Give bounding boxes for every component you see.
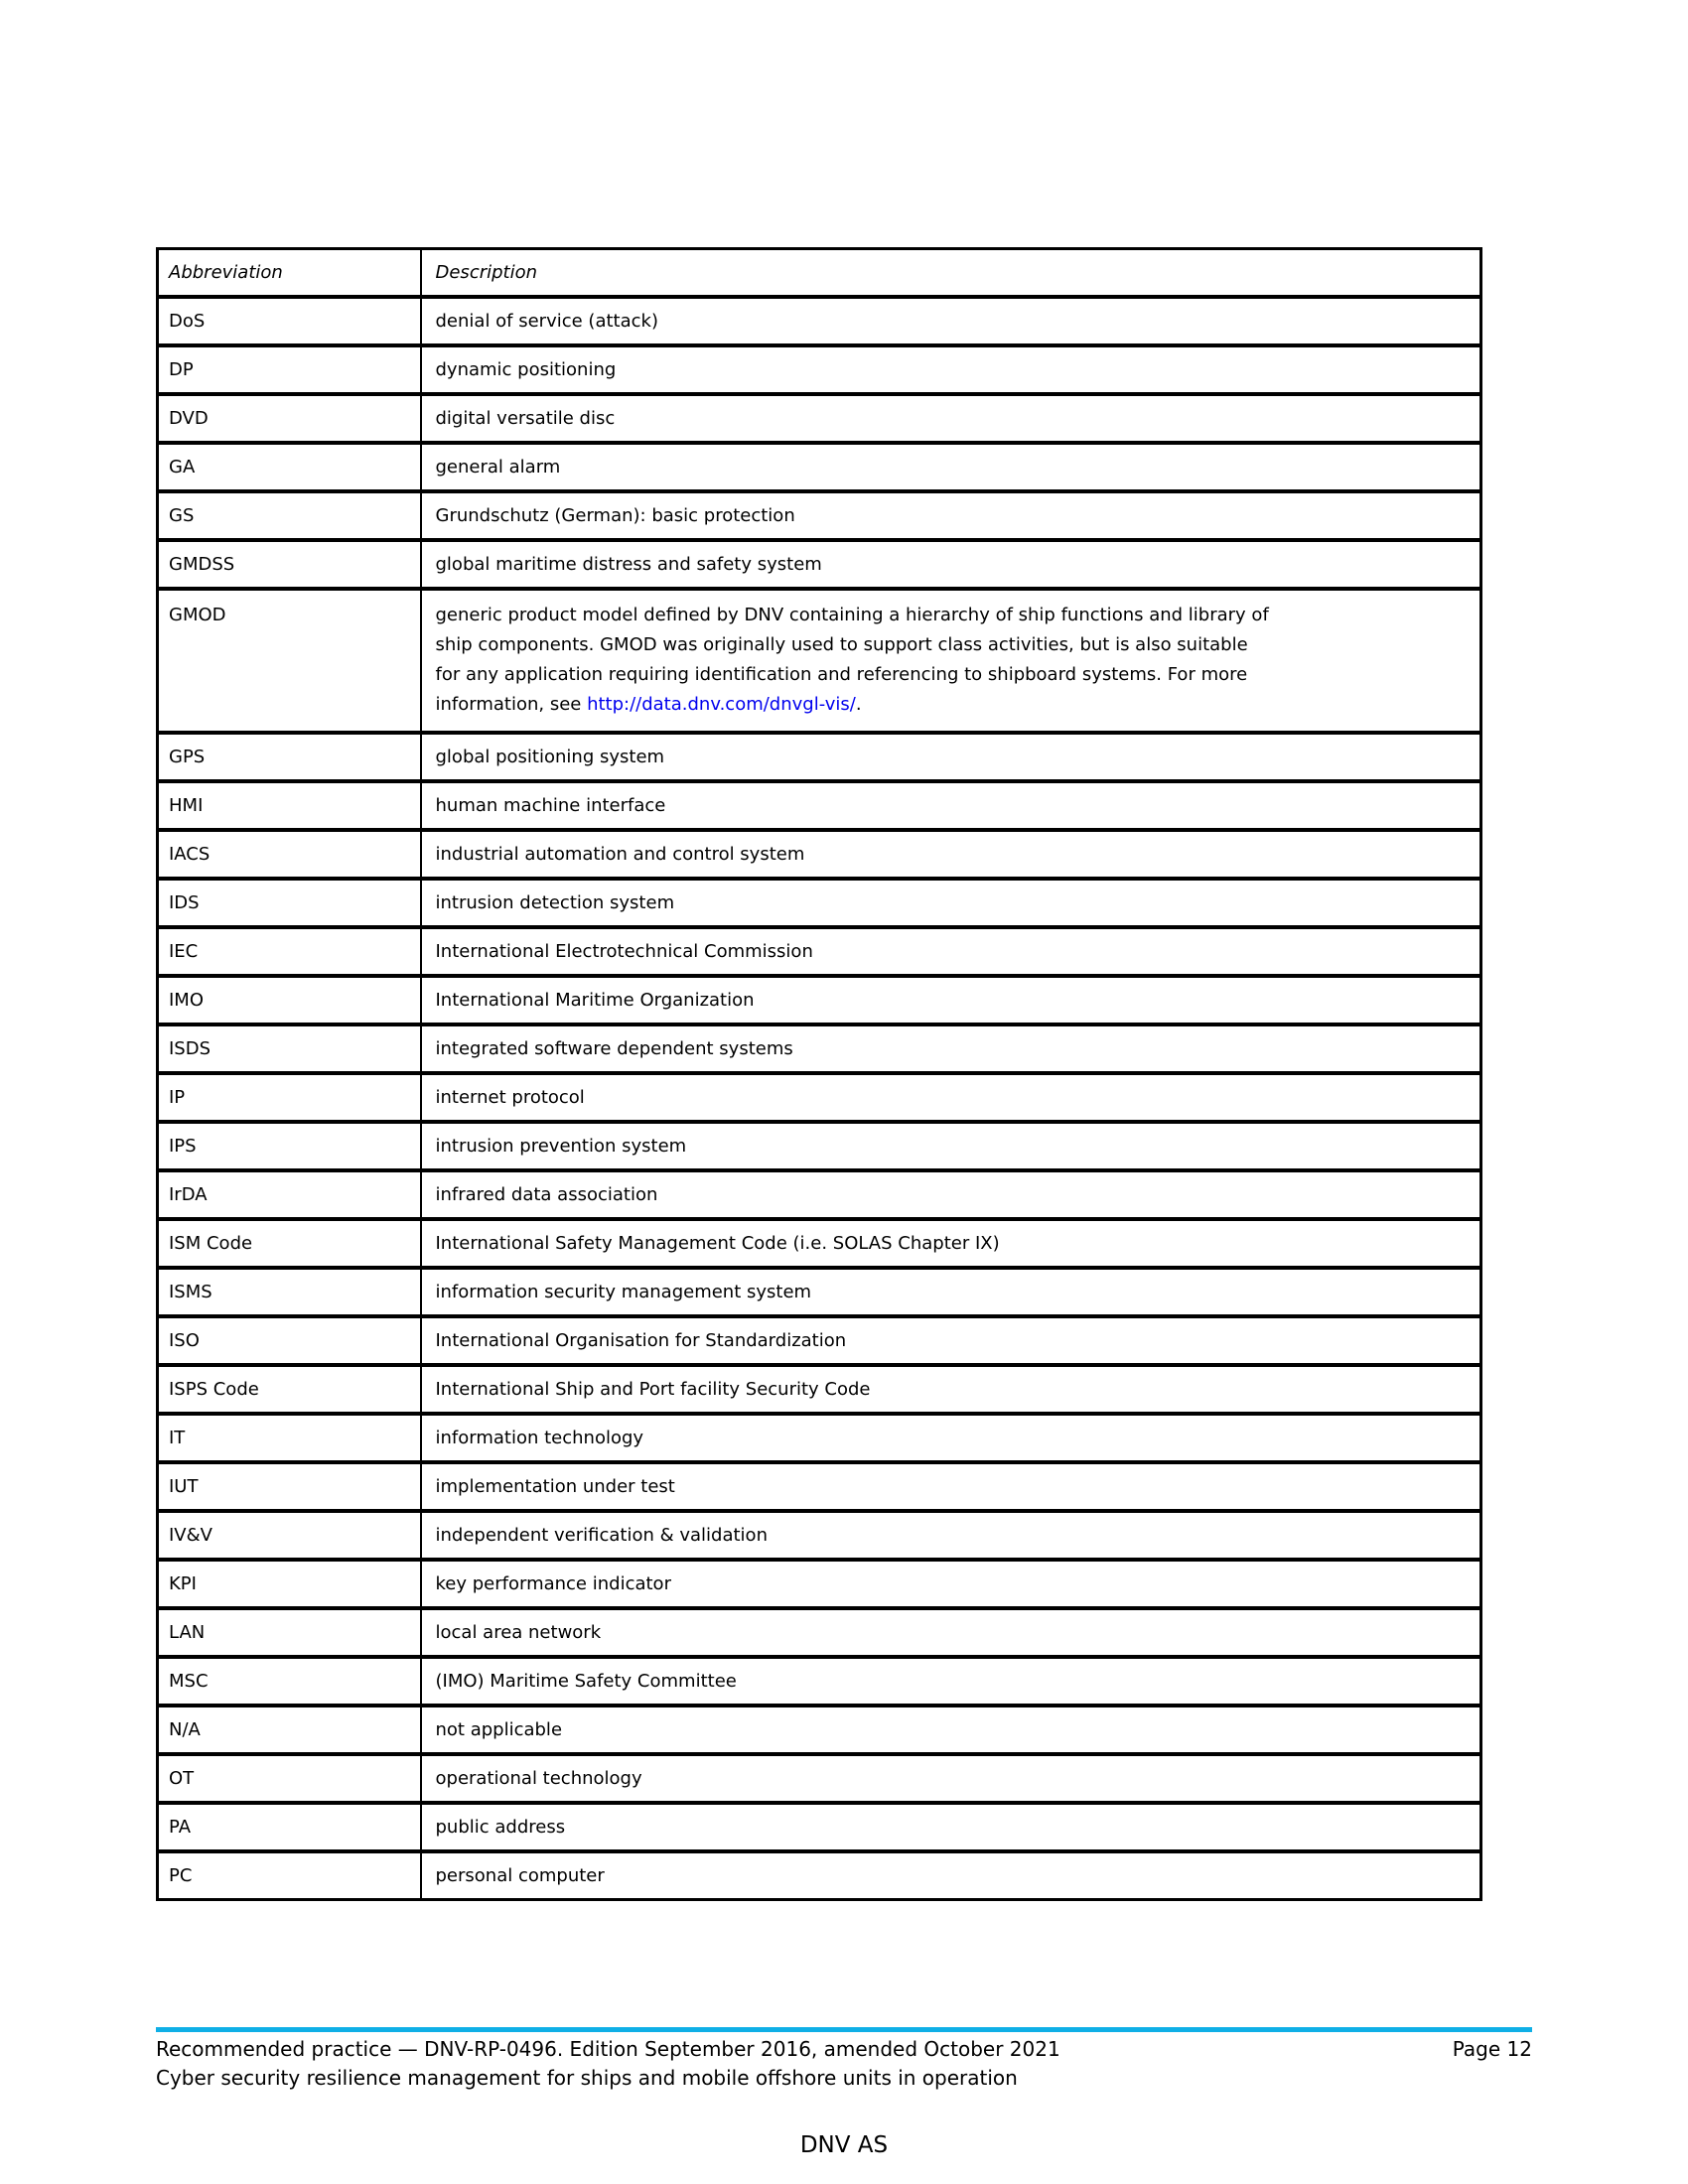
table-row (158, 927, 1481, 976)
table-row (158, 589, 1481, 733)
description-cell: information security management system (421, 1268, 1481, 1316)
footer-doc-subtitle: Cyber security resilience management for ships and mobile offshore units in operation (156, 2066, 1018, 2090)
gmod-link-suffix: . (855, 693, 862, 715)
description-cell: personal computer (421, 1851, 1481, 1900)
abbreviation-cell: N/A (158, 1706, 421, 1754)
abbreviation-cell: IrDA (158, 1170, 421, 1219)
abbreviation-cell: IV&V (158, 1511, 421, 1560)
table-row (158, 976, 1481, 1024)
abbreviation-cell: HMI (158, 781, 421, 830)
table-row (158, 1316, 1481, 1365)
description-cell: denial of service (attack) (421, 297, 1481, 345)
abbreviations-table (156, 247, 1482, 1901)
description-cell: International Safety Management Code (i.e. SOLAS Chapter IX) (421, 1219, 1481, 1268)
abbreviation-cell: GMOD (158, 589, 421, 733)
abbreviation-cell: DP (158, 345, 421, 394)
gmod-link-prefix: information, see (435, 693, 588, 715)
table-row (158, 781, 1481, 830)
description-cell: general alarm (421, 443, 1481, 491)
description-cell: intrusion prevention system (421, 1122, 1481, 1170)
table-row (158, 1851, 1481, 1900)
gmod-desc-line-1: generic product model defined by DNV containing a hierarchy of ship functions and library of (435, 604, 1269, 625)
abbreviation-cell: ISPS Code (158, 1365, 421, 1414)
abbreviation-cell: GPS (158, 733, 421, 781)
abbreviation-cell: OT (158, 1754, 421, 1803)
description-cell: Grundschutz (German): basic protection (421, 491, 1481, 540)
description-cell: global positioning system (421, 733, 1481, 781)
description-cell: global maritime distress and safety system (421, 540, 1481, 589)
abbreviation-cell: IEC (158, 927, 421, 976)
table-row (158, 830, 1481, 879)
description-cell: key performance indicator (421, 1560, 1481, 1608)
description-cell: operational technology (421, 1754, 1481, 1803)
dnvgl-vis-link[interactable]: http://data.dnv.com/dnvgl-vis/ (587, 693, 856, 715)
abbreviation-cell: PC (158, 1851, 421, 1900)
abbreviation-cell: MSC (158, 1657, 421, 1706)
description-cell: International Maritime Organization (421, 976, 1481, 1024)
description-cell: integrated software dependent systems (421, 1024, 1481, 1073)
abbreviation-cell: DVD (158, 394, 421, 443)
abbreviation-cell: ISM Code (158, 1219, 421, 1268)
table-row (158, 1414, 1481, 1462)
description-cell: human machine interface (421, 781, 1481, 830)
abbreviation-cell: PA (158, 1803, 421, 1851)
description-cell: independent verification & validation (421, 1511, 1481, 1560)
footer-doc-title: Recommended practice — DNV-RP-0496. Edition September 2016, amended October 2021 (156, 2037, 1060, 2061)
table-header-row (158, 249, 1481, 297)
table-row (158, 733, 1481, 781)
table-row (158, 1219, 1481, 1268)
description-cell: infrared data association (421, 1170, 1481, 1219)
table-row (158, 1170, 1481, 1219)
table-row (158, 1365, 1481, 1414)
description-cell: not applicable (421, 1706, 1481, 1754)
table-row (158, 491, 1481, 540)
col-header-abbreviation: Abbreviation (158, 249, 421, 297)
description-cell: information technology (421, 1414, 1481, 1462)
description-cell: dynamic positioning (421, 345, 1481, 394)
table-row (158, 1073, 1481, 1122)
abbreviation-cell: IMO (158, 976, 421, 1024)
description-cell: International Ship and Port facility Security Code (421, 1365, 1481, 1414)
abbreviation-cell: GMDSS (158, 540, 421, 589)
description-cell: local area network (421, 1608, 1481, 1657)
abbreviation-cell: GA (158, 443, 421, 491)
abbreviation-cell: ISDS (158, 1024, 421, 1073)
description-cell: intrusion detection system (421, 879, 1481, 927)
abbreviation-cell: GS (158, 491, 421, 540)
table-row (158, 1122, 1481, 1170)
table-row (158, 1803, 1481, 1851)
abbreviation-cell: IUT (158, 1462, 421, 1511)
abbreviation-cell: ISMS (158, 1268, 421, 1316)
abbreviation-cell: DoS (158, 297, 421, 345)
abbreviation-cell: KPI (158, 1560, 421, 1608)
table-row (158, 879, 1481, 927)
table-row (158, 540, 1481, 589)
table-row (158, 1560, 1481, 1608)
publisher-imprint: DNV AS (799, 2132, 889, 2158)
table-row (158, 443, 1481, 491)
table-row (158, 1268, 1481, 1316)
table-row (158, 1706, 1481, 1754)
table-row (158, 1024, 1481, 1073)
gmod-desc-line-3: for any application requiring identification and referencing to shipboard systems. For more (435, 663, 1248, 685)
description-cell: International Organisation for Standardization (421, 1316, 1481, 1365)
description-cell: digital versatile disc (421, 394, 1481, 443)
table-row (158, 1511, 1481, 1560)
table-row (158, 1754, 1481, 1803)
description-cell: industrial automation and control system (421, 830, 1481, 879)
description-cell: International Electrotechnical Commission (421, 927, 1481, 976)
table-row (158, 1608, 1481, 1657)
abbreviation-cell: LAN (158, 1608, 421, 1657)
table-row (158, 345, 1481, 394)
table-row (158, 1657, 1481, 1706)
description-cell: implementation under test (421, 1462, 1481, 1511)
abbreviation-cell: IP (158, 1073, 421, 1122)
description-cell: (IMO) Maritime Safety Committee (421, 1657, 1481, 1706)
table-row (158, 1462, 1481, 1511)
abbreviation-cell: IT (158, 1414, 421, 1462)
abbreviation-cell: IDS (158, 879, 421, 927)
col-header-description: Description (435, 261, 538, 283)
abbreviations-table-body (158, 297, 1481, 1900)
abbreviation-cell: ISO (158, 1316, 421, 1365)
description-cell (421, 589, 1481, 733)
description-cell: internet protocol (421, 1073, 1481, 1122)
table-row (158, 394, 1481, 443)
page-number: Page 12 (1452, 2037, 1532, 2061)
table-row (158, 297, 1481, 345)
gmod-desc-line-4 (436, 690, 1471, 720)
gmod-desc-line-2: ship components. GMOD was originally used to support class activities, but is also suitable (435, 633, 1248, 655)
abbreviation-cell: IPS (158, 1122, 421, 1170)
footer-line-1 (156, 2037, 1532, 2061)
abbreviation-cell: IACS (158, 830, 421, 879)
description-cell: public address (421, 1803, 1481, 1851)
footer-rule (156, 2027, 1532, 2032)
